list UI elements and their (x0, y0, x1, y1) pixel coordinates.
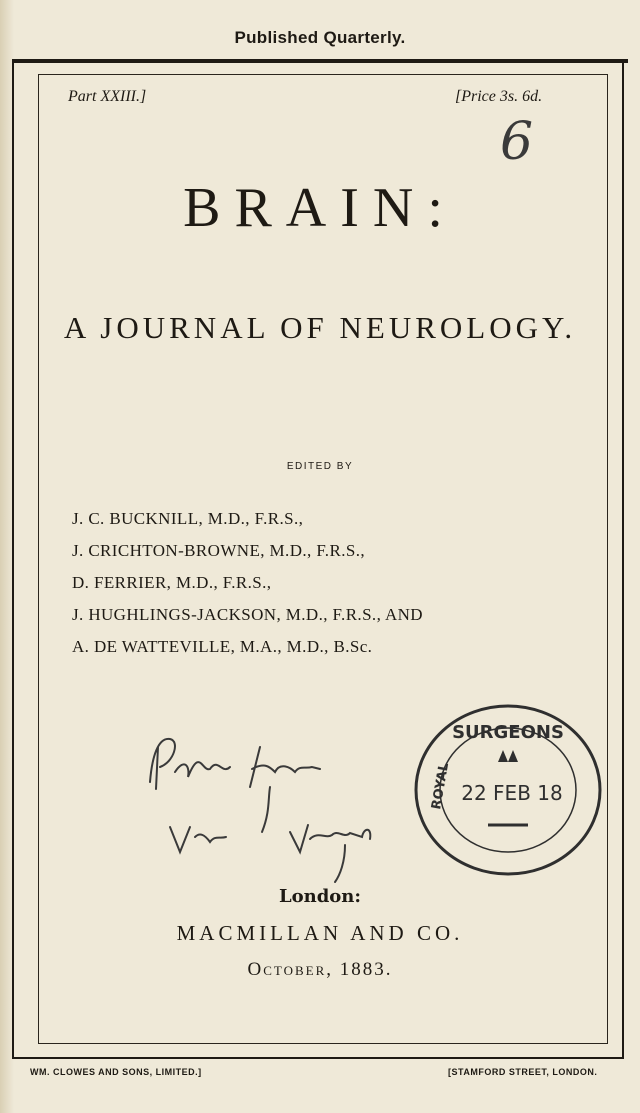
library-stamp (408, 700, 608, 880)
journal-title: BRAIN: (183, 177, 457, 239)
handwritten-signature (140, 727, 390, 887)
imprint-city: London: (278, 886, 362, 907)
editor-item: J. HUGHLINGS-JACKSON, M.D., F.R.S., AND (72, 605, 423, 624)
stamp-date: 22 FEB 18 (461, 781, 563, 805)
published-quarterly-note: Published Quarterly. (234, 28, 406, 47)
handwritten-number: 6 (500, 112, 534, 172)
stamp-side-text: ROYAL (429, 761, 453, 811)
edited-by-label: EDITED BY (286, 461, 354, 472)
stamp-top-text: SURGEONS (452, 722, 564, 743)
journal-subtitle: A JOURNAL OF NEUROLOGY. (63, 310, 577, 345)
crest-icon (498, 750, 518, 762)
printer-name: WM. CLOWES AND SONS, LIMITED.] (30, 1067, 202, 1077)
price: [Price 3s. 6d. (455, 88, 543, 105)
part-number: Part XXIII.] (68, 88, 147, 105)
editor-item: J. CRICHTON-BROWNE, M.D., F.R.S., (72, 541, 366, 560)
editor-list (72, 505, 423, 665)
editor-item: A. DE WATTEVILLE, M.A., M.D., B.Sc. (72, 637, 373, 656)
publication-date: October, 1883. (247, 959, 393, 980)
publisher-name: MACMILLAN AND CO. (176, 921, 464, 945)
printer-address: [STAMFORD STREET, LONDON. (448, 1067, 598, 1077)
editor-item: D. FERRIER, M.D., F.R.S., (72, 573, 272, 592)
editor-item: J. C. BUCKNILL, M.D., F.R.S., (72, 509, 304, 528)
